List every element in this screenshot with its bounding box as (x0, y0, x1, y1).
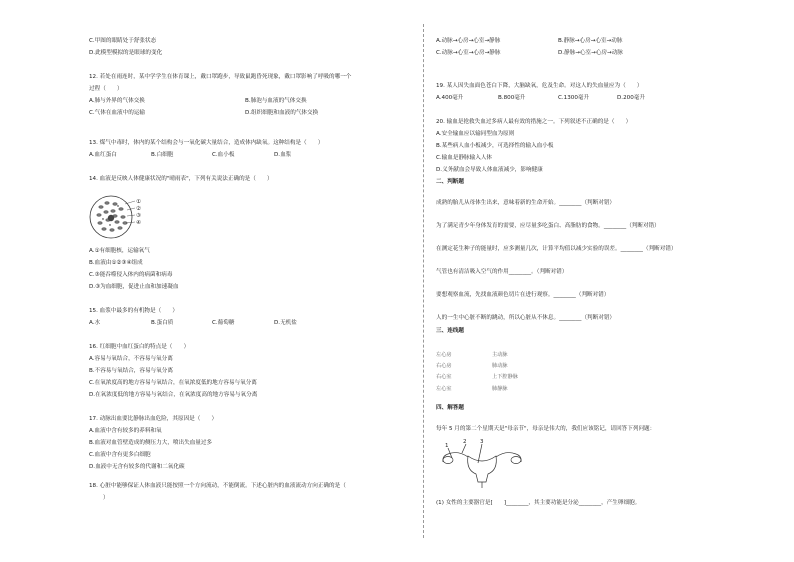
judge-item-3: 在测定花生种子的能量时，应多测量几次，计算平均值以减少实验的误差。________（判断对错） (436, 246, 677, 252)
match-left-2[interactable]: 右心房 (436, 363, 452, 370)
q12-option-a: A.肺与外界的气体交换 (89, 98, 145, 104)
matching-row (436, 373, 518, 384)
q16-stem: 16. 红细胞中血红蛋白的特点是（ ） (89, 344, 190, 350)
match-right-2[interactable]: 肺动脉 (492, 363, 508, 370)
match-right-1[interactable]: 主动脉 (492, 351, 508, 358)
match-left-3[interactable]: 右心室 (436, 374, 452, 381)
q16-option-b: B.不容易与氧结合，容易与氧分离 (89, 368, 173, 374)
match-right-4[interactable]: 肺静脉 (492, 385, 508, 392)
q17-stem: 17. 动脉出血要比静脉出血危险，其原因是（ ） (89, 416, 218, 422)
fig-label-4: ④ (136, 220, 141, 226)
q13-option-c: C.血小板 (212, 152, 235, 158)
q20-option-c: C.输血是静脉输入人体 (436, 155, 493, 161)
match-left-4[interactable]: 左心室 (436, 385, 452, 392)
q12-option-d: D.组织细胞和血液的气体交换 (245, 110, 319, 116)
q-mothers-day-intro: 每年 5 月的第二个星期天是"母亲节"，母亲是伟大的，我们应该铭记，请回答下列问题： (436, 426, 656, 432)
repro-fig-label-1: 1 (445, 443, 449, 449)
q13-option-a: A.血红蛋白 (89, 152, 117, 158)
q13-stem: 13. 煤气中毒时，体内的某个结构会与一氧化碳大量结合，造成体内缺氧。这种结构是（ ） (89, 140, 324, 146)
q19-stem: 19. 某人因失血面色苍白下降，大脑缺氧，危及生命。对这人的失血量应为（ ） (436, 83, 643, 89)
q18-option-a: A.动脉→心房→心室→静脉 (436, 38, 501, 44)
q16-option-d: D.在氧浓度低的地方容易与氧结合，在氧浓度高的地方容易与氧分离 (89, 392, 258, 398)
q19-option-d: D.200毫升 (617, 95, 645, 101)
q16-option-c: C.在氧浓度高的地方容易与氧结合，在氧浓度低的地方容易与氧分离 (89, 380, 257, 386)
q12-option-c: C.气体在血液中的运输 (89, 110, 146, 116)
fig-label-2: ② (136, 206, 141, 212)
q14-stem: 14. 血液是反映人体健康状况的"晴雨表"，下列有关说法正确的是（ ） (89, 176, 273, 182)
q12-stem: 12. 若处在雨连时，某中学学生在体育课上，戴口罩跑步，导致鼠跑昏死现象，戴口罩影响了呼吸的哪一个 (89, 74, 352, 80)
q19-option-c: C.1300毫升 (558, 95, 590, 101)
match-left-1[interactable]: 左心房 (436, 351, 452, 358)
q13-option-b: B.白细胞 (151, 152, 174, 158)
judge-item-5: 要想观察血流，先找血液颜色切片在进行观察。________（判断对错） (436, 292, 610, 298)
q20-stem: 20. 输血是抢救失血过多病人最有效的措施之一。下列叙述不正确的是（ ） (436, 119, 632, 125)
matching-row (436, 361, 518, 372)
judge-item-2: 为了满足青少年身体发育的需要，应尽量多吃蛋白、高脂肪的食物。________（判断对错） (436, 223, 660, 229)
blood-smear-figure (89, 192, 147, 242)
q15-option-d: D.无机盐 (274, 320, 297, 326)
judge-item-4: 气管也有清洁吸入空气的作用________。（判断对错） (436, 269, 568, 275)
matching-row (436, 350, 518, 361)
q14-option-a: A.①有细胞核，运输氧气 (89, 248, 150, 254)
q15-option-b: B.蛋白质 (151, 320, 174, 326)
q18-stem-cont: ） (103, 495, 109, 501)
q12-stem-cont: 过程（ ） (89, 86, 123, 92)
repro-fig-label-3: 3 (480, 439, 484, 445)
q13-option-d: D.血浆 (274, 152, 292, 158)
q15-stem: 15. 血浆中最多的有机物是（ ） (89, 308, 178, 314)
q19-option-b: B.800毫升 (498, 95, 526, 101)
q20-option-a: A.安全输血应以输同型血为原则 (436, 131, 515, 137)
q-mothers-day-part1: (1) 女性的主要器官是[ ]________，其主要功能是分泌________，产生卵细胞。 (436, 500, 641, 506)
q15-option-a: A.水 (89, 320, 101, 326)
matching-table (436, 350, 518, 395)
column-divider (423, 24, 424, 538)
q20-option-b: B.某些病人血小板减少，可选择性的输入血小板 (436, 143, 554, 149)
q14-option-d: D.③为血细胞，促进止血和加速凝血 (89, 284, 179, 290)
section-4-title: 四、解答题 (436, 405, 464, 411)
q17-option-d: D.血液中无含有较多的代谢和二氧化碳 (89, 464, 185, 470)
q18-option-d: D.静脉→心室→心房→动脉 (558, 50, 623, 56)
q11-option-c: C.甲图的眼睛处于舒张状态 (89, 38, 157, 44)
q14-option-b: B.血液由①②③④组成 (89, 260, 143, 266)
q18-stem: 18. 心脏中能够保证人体血液只能按照一个方向流动，不能倒流。下述心脏内的血液流动方向正确的是（ (89, 483, 346, 489)
q17-option-a: A.血液中含有较多的养料和氧 (89, 428, 162, 434)
q20-option-d: D.义务献血会导致人体血液减少，影响健康 (436, 167, 543, 173)
match-right-3[interactable]: 上下腔静脉 (492, 374, 518, 381)
q18-option-b: B.静脉→心房→心室→动脉 (558, 38, 623, 44)
q14-option-c: C.③能吞噬侵入体内的病菌和病毒 (89, 272, 173, 278)
fig-label-1: ① (136, 199, 141, 205)
q12-option-b: B.肺泡与血液的气体交换 (245, 98, 307, 104)
q17-option-b: B.血液对血管壁造成的侧压力大，喷出失血量过多 (89, 440, 213, 446)
repro-fig-label-2: 2 (463, 439, 467, 445)
judge-item-1: 成熟的胎儿从母体生出来，意味着新的生命开始。________（判断对错） (436, 200, 616, 206)
judge-item-6: 人的一生中心脏不断的跳动，所以心脏从不休息。________（判断对错） (436, 315, 616, 321)
fig-label-3: ③ (136, 213, 141, 219)
q19-option-a: A.400毫升 (436, 95, 464, 101)
female-reproductive-figure (438, 436, 528, 488)
q16-option-a: A.容易与氧结合，不容易与氧分离 (89, 356, 173, 362)
q15-option-c: C.葡萄糖 (212, 320, 235, 326)
q11-option-d: D.此模型模拟的是眼球的变化 (89, 50, 163, 56)
q18-option-c: C.动脉→心室→心房→静脉 (436, 50, 501, 56)
section-3-title: 三、连线题 (436, 328, 464, 334)
q17-option-c: C.血液中含有更多白细胞 (89, 452, 151, 458)
matching-row (436, 384, 518, 395)
section-2-title: 二、判断题 (436, 179, 464, 185)
